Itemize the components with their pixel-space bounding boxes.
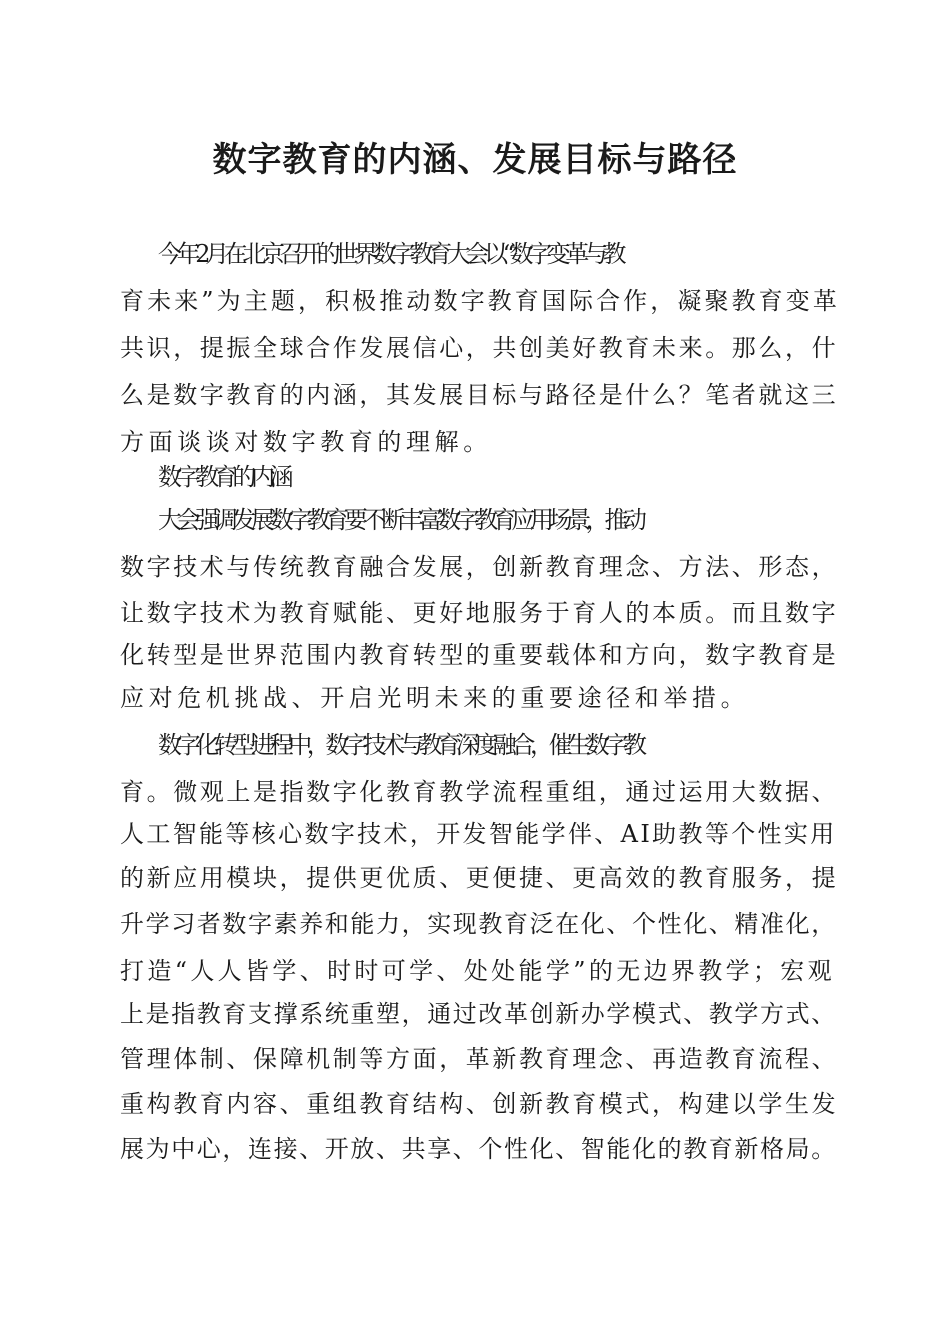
paragraph-line: 育未来”为主题，积极推动数字教育国际合作，凝聚教育变革: [120, 287, 840, 315]
document-title: 数字教育的内涵、发展目标与路径: [212, 140, 738, 180]
paragraph-line: 的新应用模块，提供更优质、更便捷、更高效的教育服务，提: [120, 864, 839, 892]
paragraph-line: 展为中心，连接、开放、共享、个性化、智能化的教育新格局。: [120, 1135, 837, 1163]
section-heading: 数字教育的内涵: [158, 463, 289, 491]
paragraph-line: 方面谈谈对数字教育的理解。: [120, 428, 492, 456]
paragraph-line: 管理体制、保障机制等方面，革新教育理念、再造教育流程、: [120, 1045, 839, 1073]
paragraph-line: 共识，提振全球合作发展信心，共创美好教育未来。那么，什: [120, 334, 839, 362]
paragraph-line: 让数字技术为教育赋能、更好地服务于育人的本质。而且数字: [120, 599, 839, 627]
paragraph-line: 重构教育内容、重组教育结构、创新教育模式，构建以学生发: [120, 1090, 839, 1118]
paragraph-line: 化转型是世界范围内教育转型的重要载体和方向，数字教育是: [120, 641, 839, 669]
paragraph-line: 人工智能等核心数字技术，开发智能学伴、AI助教等个性实用: [120, 820, 837, 848]
paragraph-line: 大会强调发展数字教育要不断丰富数字教育应用场景，推动: [158, 506, 642, 534]
paragraph-line: 应对危机挑战、开启光明未来的重要途径和举措。: [120, 684, 750, 712]
paragraph-line: 么是数字教育的内涵，其发展目标与路径是什么？笔者就这三: [120, 381, 839, 409]
paragraph-line: 数字化转型进程中，数字技术与教育深度融合，催生数字教: [158, 731, 642, 759]
paragraph-line: 育。微观上是指数字化教育教学流程重组，通过运用大数据、: [120, 778, 839, 806]
paragraph-line: 数字技术与传统教育融合发展，创新教育理念、方法、形态，: [120, 553, 839, 581]
paragraph-line: 今年2月在北京召开的世界数字教育大会以“数字变革与教: [158, 240, 622, 268]
paragraph-line: 上是指教育支撑系统重塑，通过改革创新办学模式、教学方式、: [120, 1000, 837, 1028]
paragraph-line: 打造“人人皆学、时时可学、处处能学”的无边界教学；宏观: [120, 957, 835, 985]
paragraph-line: 升学习者数字素养和能力，实现教育泛在化、个性化、精准化，: [120, 910, 837, 938]
